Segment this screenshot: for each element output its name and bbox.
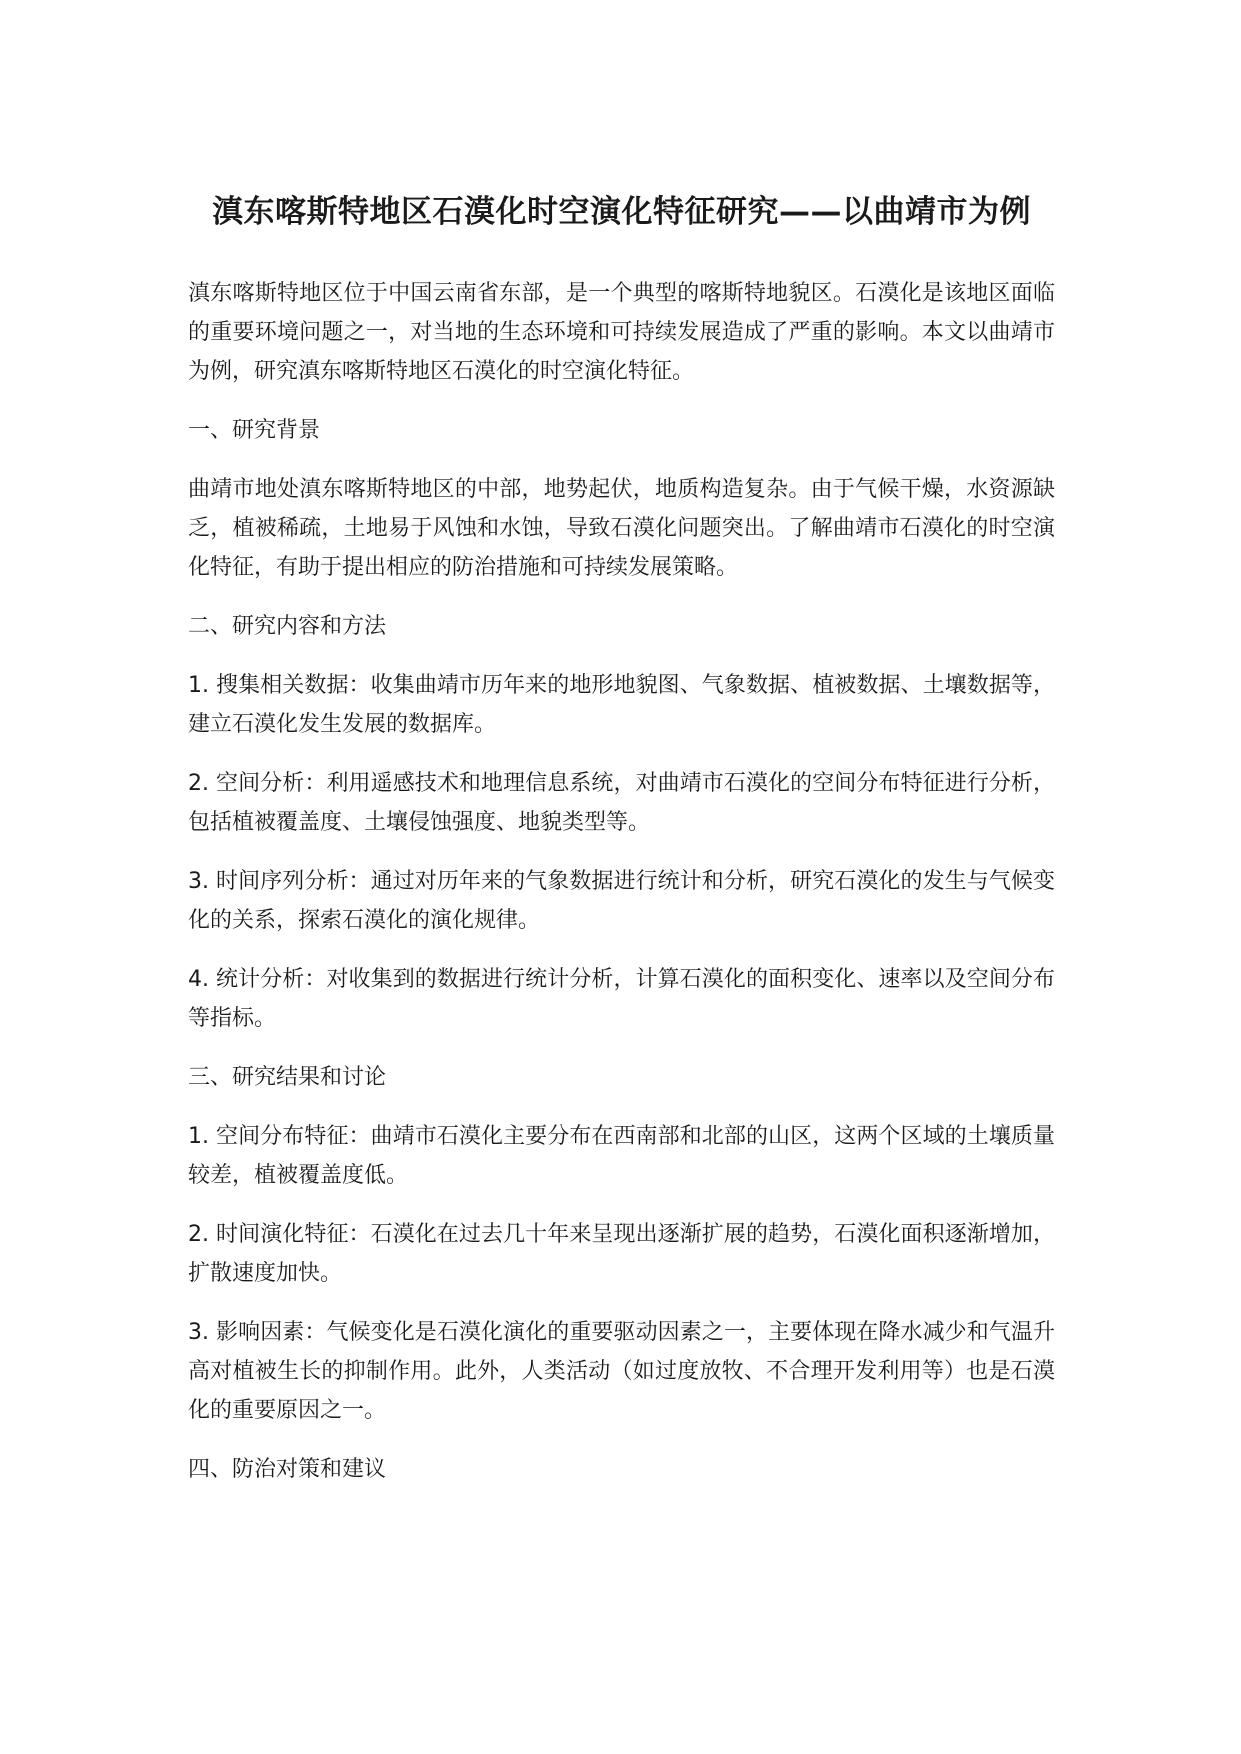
paragraph-method-4: 4. 统计分析：对收集到的数据进行统计分析，计算石漠化的面积变化、速率以及空间分布等指标。 — [188, 967, 1055, 1031]
paragraph-method-2: 2. 空间分析：利用遥感技术和地理信息系统，对曲靖市石漠化的空间分布特征进行分析，包括植被覆盖度、土壤侵蚀强度、地貌类型等。 — [188, 771, 1055, 835]
paragraph-intro: 滇东喀斯特地区位于中国云南省东部，是一个典型的喀斯特地貌区。石漠化是该地区面临的重要环境问题之一，对当地的生态环境和可持续发展造成了严重的影响。本文以曲靖市为例，研究滇东喀斯特地区石漠化的时空演化特征。 — [188, 281, 1055, 384]
section-heading-results: 三、研究结果和讨论 — [188, 1065, 387, 1090]
section-heading-methods: 二、研究内容和方法 — [188, 614, 387, 639]
paragraph-method-3: 3. 时间序列分析：通过对历年来的气象数据进行统计和分析，研究石漠化的发生与气候变化的关系，探索石漠化的演化规律。 — [188, 869, 1055, 933]
paragraph-background: 曲靖市地处滇东喀斯特地区的中部，地势起伏，地质构造复杂。由于气候干燥，水资源缺乏，植被稀疏，土地易于风蚀和水蚀，导致石漠化问题突出。了解曲靖市石漠化的时空演化特征，有助于提出相应的防治措施和可持续发展策略。 — [188, 477, 1055, 580]
paragraph-result-1: 1. 空间分布特征：曲靖市石漠化主要分布在西南部和北部的山区，这两个区域的土壤质量较差，植被覆盖度低。 — [188, 1124, 1055, 1188]
paragraph-method-1: 1. 搜集相关数据：收集曲靖市历年来的地形地貌图、气象数据、植被数据、土壤数据等，建立石漠化发生发展的数据库。 — [188, 673, 1055, 737]
paragraph-result-3: 3. 影响因素：气候变化是石漠化演化的重要驱动因素之一，主要体现在降水减少和气温升高对植被生长的抑制作用。此外，人类活动（如过度放牧、不合理开发利用等）也是石漠化的重要原因之一。 — [188, 1320, 1055, 1423]
paragraph-result-2: 2. 时间演化特征：石漠化在过去几十年来呈现出逐渐扩展的趋势，石漠化面积逐渐增加，扩散速度加快。 — [188, 1222, 1055, 1286]
section-heading-background: 一、研究背景 — [188, 418, 321, 443]
section-heading-countermeasures: 四、防治对策和建议 — [188, 1457, 387, 1482]
document-title: 滇东喀斯特地区石漠化时空演化特征研究——以曲靖市为例 — [212, 194, 1031, 230]
document-body — [188, 274, 1055, 1489]
